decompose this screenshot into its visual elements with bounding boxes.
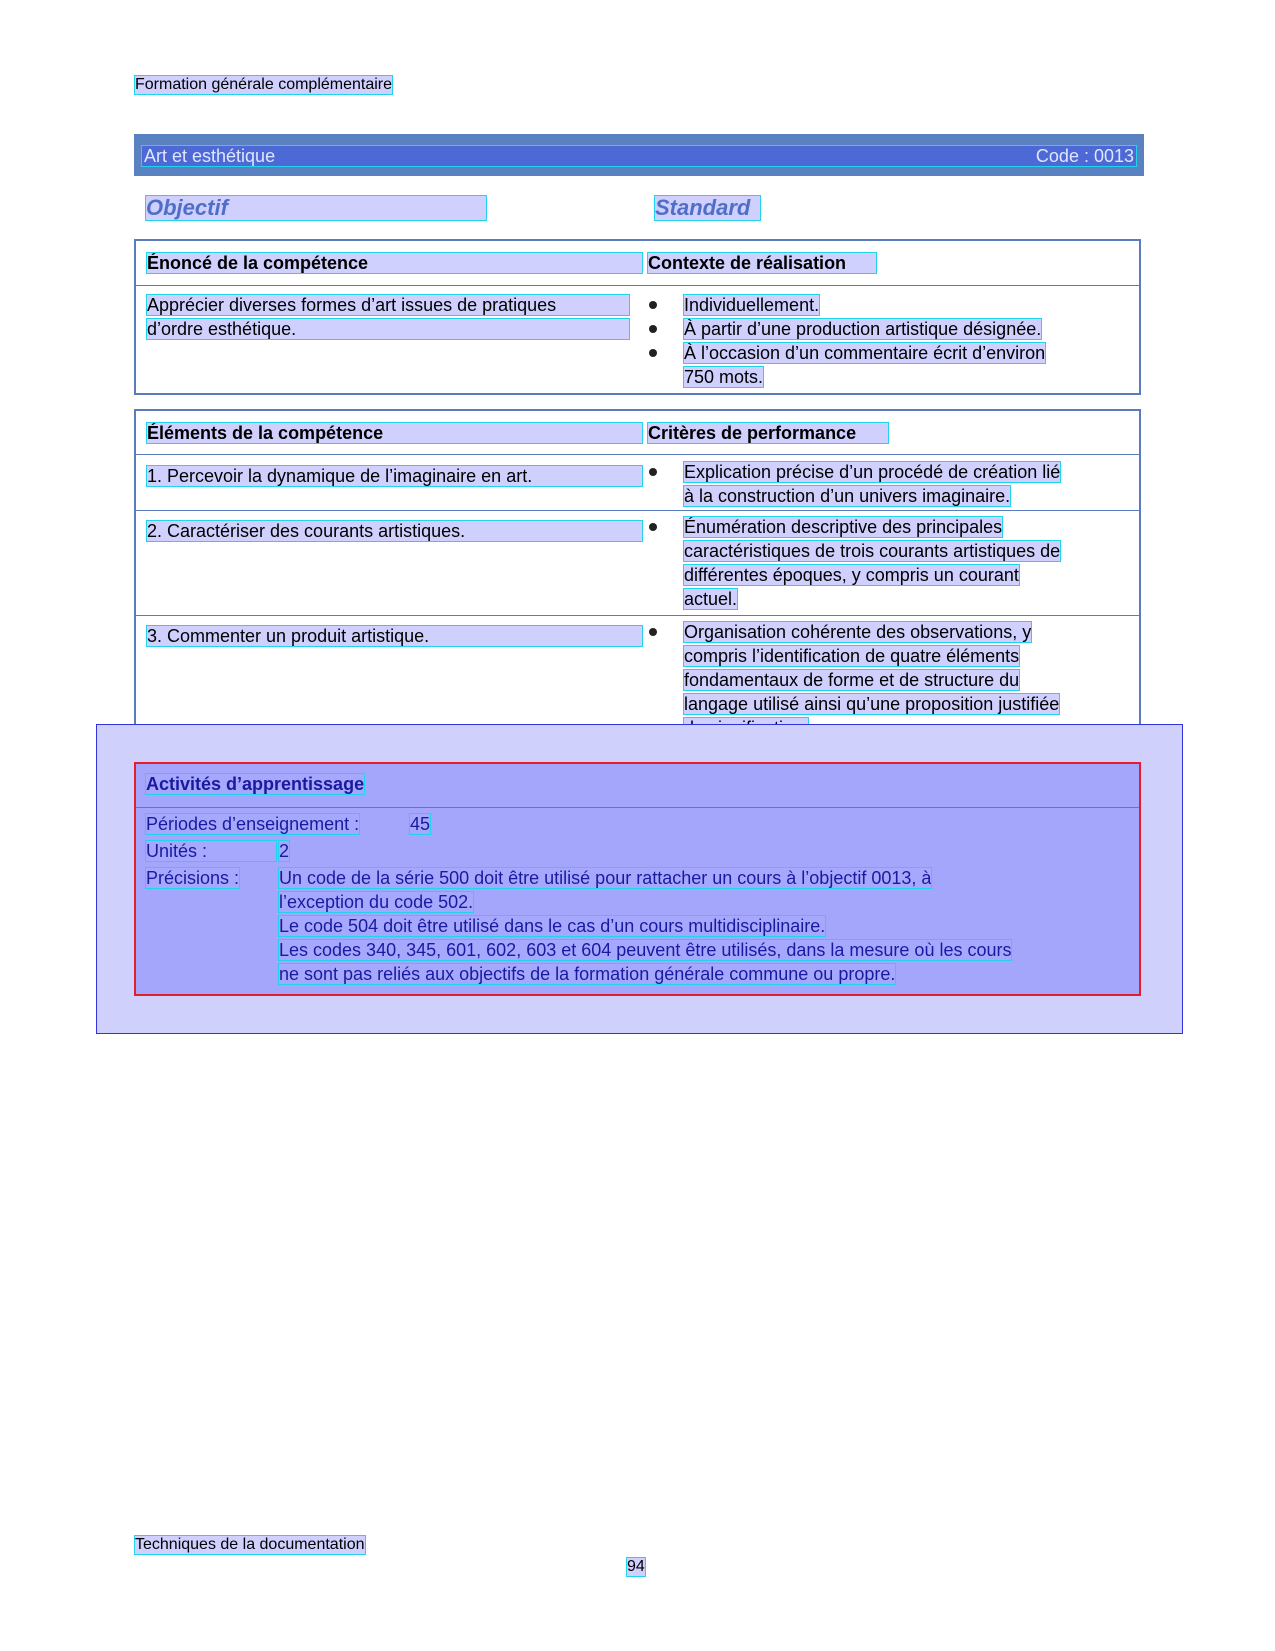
competence-statement-line2: d’ordre esthétique. (147, 319, 629, 339)
course-title-bar (134, 134, 1144, 176)
criteria-line: caractéristiques de trois courants artistiques de (684, 541, 1061, 561)
context-header: Contexte de réalisation (648, 253, 876, 273)
precisions-line: Les codes 340, 345, 601, 602, 603 et 604 peuvent être utilisés, dans la mesure où les cours (279, 940, 1012, 960)
bullet (649, 349, 657, 357)
divider (136, 807, 1139, 808)
precisions-label: Précisions : (146, 868, 240, 888)
context-item-continuation: 750 mots. (684, 367, 764, 387)
table-row (136, 454, 1139, 510)
activities-title: Activités d’apprentissage (146, 774, 365, 794)
criteria-header: Critères de performance (648, 423, 888, 443)
context-item: À l’occasion d’un commentaire écrit d’environ (684, 343, 1046, 363)
table-row (136, 510, 1139, 615)
running-header: Formation générale complémentaire (135, 76, 393, 93)
bullet (649, 468, 657, 476)
element-text: 1. Percevoir la dynamique de l’imaginaire en art. (147, 466, 642, 486)
precisions-line: Un code de la série 500 doit être utilisé pour rattacher un cours à l’objectif 0013, à (279, 868, 932, 888)
criteria-line: compris l’identification de quatre éléments (684, 646, 1020, 666)
units-value: 2 (279, 841, 290, 861)
competence-statement-line1: Apprécier diverses formes d’art issues de pratiques (147, 295, 629, 315)
objective-label: Objectif (146, 196, 486, 220)
standard-label: Standard (655, 196, 760, 220)
criteria-line: actuel. (684, 589, 738, 609)
element-text: 2. Caractériser des courants artistiques. (147, 521, 642, 541)
element-text: 3. Commenter un produit artistique. (147, 626, 642, 646)
bullet (649, 325, 657, 333)
bullet (649, 301, 657, 309)
course-code: Code : 0013 (1035, 145, 1134, 166)
context-item: Individuellement. (684, 295, 820, 315)
periods-label: Périodes d’enseignement : (146, 814, 360, 834)
criteria-line: Organisation cohérente des observations, y (684, 622, 1032, 642)
running-footer: Techniques de la documentation (135, 1536, 365, 1553)
criteria-line: à la construction d’un univers imaginaire. (684, 486, 1011, 506)
units-label: Unités : (146, 841, 276, 861)
criteria-line: Explication précise d’un procédé de création lié (684, 462, 1061, 482)
criteria-line: langage utilisé ainsi qu’une proposition justifiée (684, 694, 1060, 714)
context-item: À partir d’une production artistique désignée. (684, 319, 1042, 339)
periods-value: 45 (410, 814, 431, 834)
course-title: Art et esthétique (144, 145, 276, 166)
elements-table (134, 409, 1141, 745)
competence-table (134, 239, 1141, 395)
page-number: 94 (627, 1558, 645, 1575)
bullet (649, 523, 657, 531)
precisions-line: l’exception du code 502. (279, 892, 474, 912)
criteria-line: Énumération descriptive des principales (684, 517, 1003, 537)
competence-statement-header: Énoncé de la compétence (147, 253, 642, 273)
criteria-line: fondamentaux de forme et de structure du (684, 670, 1020, 690)
precisions-line: ne sont pas reliés aux objectifs de la formation générale commune ou propre. (279, 964, 896, 984)
bullet (649, 628, 657, 636)
precisions-line: Le code 504 doit être utilisé dans le cas d’un cours multidisciplinaire. (279, 916, 826, 936)
criteria-line: différentes époques, y compris un courant (684, 565, 1019, 585)
elements-header: Éléments de la compétence (147, 423, 642, 443)
learning-activities-box (134, 762, 1141, 996)
